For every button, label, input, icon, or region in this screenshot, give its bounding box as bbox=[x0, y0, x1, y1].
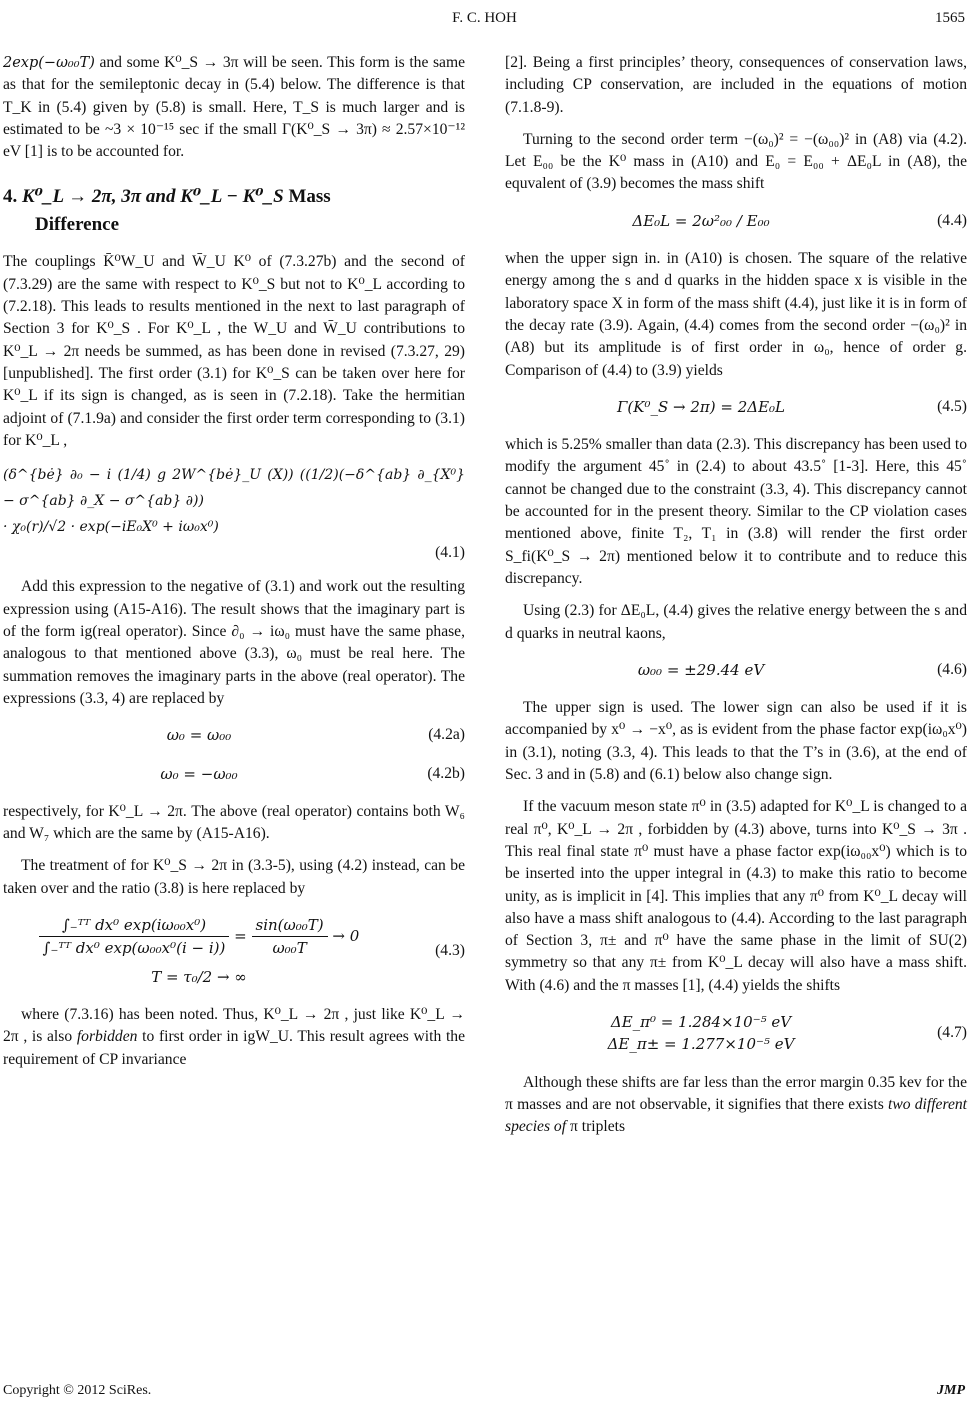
equation-4-4-expr: ΔE₀L = 2ω²₀₀ / E₀₀ bbox=[632, 211, 770, 230]
equation-4-5-expr: Γ(K⁰_S → 2π) = 2ΔE₀L bbox=[616, 397, 786, 416]
page-header bbox=[0, 6, 969, 34]
equation-4-1-number: (4.1) bbox=[435, 544, 465, 562]
equation-4-5 bbox=[505, 396, 967, 418]
equation-4-2a-expr: ω₀ = ω₀₀ bbox=[166, 726, 232, 745]
equation-4-7-pi0: ΔE_π⁰ = 1.284×10⁻⁵ eV bbox=[610, 1012, 792, 1031]
equation-4-3-sinc bbox=[252, 914, 328, 960]
equation-4-7-pipm: ΔE_π± = 1.277×10⁻⁵ eV bbox=[607, 1035, 795, 1054]
equation-4-2b-number: (4.2b) bbox=[427, 764, 465, 782]
journal-name: JMP bbox=[937, 1383, 965, 1398]
equation-4-4-number: (4.4) bbox=[937, 211, 967, 229]
section-title-mass: Mass bbox=[288, 186, 331, 208]
section-number: 4. bbox=[3, 186, 18, 208]
paragraph-relative-energy: Using (2.3) for ΔE₀L, (4.4) gives the relative energy between the s and d quarks in neutral kaons, bbox=[505, 602, 967, 642]
section-title-formula: K⁰_L → 2π, 3π and K⁰_L − K⁰_S bbox=[22, 186, 284, 208]
page-number: 1565 bbox=[935, 10, 965, 26]
intro-paragraph: 2exp(−ω₀₀T) and some K⁰_S → 3π will be seen. This form is the same as that for the semileptonic decay in (5.4) below. The difference is that T_K in (5.4) given by (5.8) is small. Here, T_S is much larger and is estimated to be ~3 × 10⁻¹⁵ sec if the small Γ(K⁰_S → 3π) ≈ 2.57×10⁻¹² eV [1] is to be accounted for. bbox=[3, 54, 465, 161]
equation-4-3-ratio bbox=[39, 914, 230, 960]
paragraph-lower-sign: The upper sign is used. The lower sign can also be used if it is accompanied by x⁰ → −x⁰, as is evident from the phase factor exp(iω₀x⁰) in (3.1), noting (3.3, 4). This leads to that the T’s in (3.6), at the end of Sec. 3 and in (5.8) and (6.1) below also change sign. bbox=[505, 699, 967, 784]
equation-4-1-line2: · χ₀(r)/√2 · exp(−iE₀X⁰ + iω₀x⁰) bbox=[3, 519, 219, 536]
right-column bbox=[505, 52, 967, 1148]
equation-4-2a bbox=[3, 724, 465, 746]
equation-4-3-omegaT: ω₀₀T bbox=[272, 939, 307, 958]
equation-4-3: $\frac{\text{∫₋ᵀᵀ dx⁰ exp(iω₀₀x⁰)}}{\text{∫₋ᵀᵀ dx⁰ exp(ω₀₀x⁰(i − i))}}$ = $\frac{\text{sin(ω₀₀T)}}{\text{ω₀₀T}}$ → 0 T = τ₀/2 → ∞ (4.3) bbox=[3, 914, 465, 988]
section-title-difference: Difference bbox=[35, 214, 120, 236]
paragraph-treatment: The treatment of for K⁰_S → 2π in (3.3-5), using (4.2) instead, can be taken over and the ratio (3.8) is here replaced by bbox=[3, 857, 465, 897]
paragraph-although: Although these shifts are far less than the error margin 0.35 kev for the π masses and are not observable, it signifies that there exists two different species of π triplets bbox=[505, 1073, 968, 1136]
equation-4-2a-number: (4.2a) bbox=[428, 726, 465, 744]
paragraph-upper-sign: when the upper sign in. in (A10) is chosen. The square of the relative energy among the s and d quarks in the hidden space x is visible in the laboratory space X in form of the mass shift (4.4), just like it is in form of the decay rate (3.9). Again, (4.4) comes from the second order −(ω₀)² in (A8) but its amplitude is of first order in ω₀, hence of order g. Comparison of (4.4) to (3.9) yields bbox=[505, 250, 967, 379]
equation-4-7-number: (4.7) bbox=[937, 1024, 967, 1042]
equation-4-3-denominator: ∫₋ᵀᵀ dx⁰ exp(ω₀₀x⁰(i − i)) bbox=[42, 939, 226, 958]
equation-4-6-expr: ω₀₀ = ±29.44 eV bbox=[637, 660, 765, 679]
paragraph-add-expression: Add this expression to the negative of (3.1) and work out the resulting expression using (A15-A16). The result shows that the imaginary part is of the form ig(real operator). Since ∂₀ → iω₀ must have the same phase, analogous to that mentioned above (3.3), ω₀ must be real here. The summation removes the imaginary parts in the above (real operator). The expressions (3.3, 4) are replaced by bbox=[3, 578, 465, 707]
equation-4-2b bbox=[3, 763, 465, 785]
equation-4-4 bbox=[505, 210, 967, 232]
emphasis-two-species: two different species of bbox=[505, 1095, 968, 1136]
equation-4-3-sin: sin(ω₀₀T) bbox=[252, 914, 328, 937]
equation-4-1-line1: (δ^{bė} ∂₀ − i (1/4) g 2W^{bė}_U (X)) ((1/2)(−δ^{ab} ∂_{X⁰} − σ^{ab} ∂_X − σ^{ab} ∂)) bbox=[3, 467, 465, 510]
emphasis-forbidden: forbidden bbox=[76, 1028, 138, 1046]
running-author: F. C. HOH bbox=[452, 10, 517, 26]
intro-text: and some K⁰_S → 3π will be seen. This form is the same as that for the semileptonic decay in (5.4) below. The difference is that T_K in (5.4) given by (5.8) is small. Here, T_S is much larger and is estimated to be ~3 × 10⁻¹⁵ sec if the small Γ(K⁰_S → 3π) ≈ 2.57×10⁻¹² eV [1] is to be accounted for. bbox=[3, 54, 465, 161]
paragraph-first-principles: [2]. Being a first principles’ theory, consequences of conservation laws, including CP conservation, are included in the equations of motion (7.1.8-9). bbox=[505, 54, 967, 116]
intro-formula: 2exp(−ω₀₀T bbox=[3, 55, 90, 71]
paragraph-discrepancy: which is 5.25% smaller than data (2.3). This discrepancy has been used to modify the argument 45˚ in (2.4) to about 43.5˚ [1-3]. Here, this 45˚ cannot be changed due to the constraint (3.3, 4). This discrepancy cannot be accounted for in the present theory. Similar to the CP violation cases mentioned above, finite T₂, T₁ in (3.8) will render the first order S_fi(K⁰_S → 2π) mentioned below it to contribute and to reduce this discrepancy. bbox=[505, 436, 967, 587]
equation-4-3-number: (4.3) bbox=[435, 941, 465, 959]
equation-4-7 bbox=[505, 1011, 967, 1056]
paragraph-vacuum-meson: If the vacuum meson state π⁰ in (3.5) adapted for K⁰_L is changed to a real π⁰, K⁰_L → 2π , forbidden by (4.3) above, turns into K⁰_S → 3π . This real final state π⁰ must have a phase factor exp(iω₀₀x⁰) which is to be inserted into the upper integral in (4.3) to make this ratio to become unity, as is implicit in [4]. This implies that any π⁰ from K⁰_L decay will also have a mass shift analogous to (4.4). According to the last paragraph of Section 3, π± and π⁰ have the same phase in the limit of SU(2) symmetry so that any π± from K⁰_L decay will also have a mass shift. With (4.6) and the π masses [1], (4.4) yields the shifts bbox=[505, 798, 967, 994]
equation-4-2b-expr: ω₀ = −ω₀₀ bbox=[160, 764, 238, 783]
paragraph-couplings: The couplings K̄⁰W_U and W̄_U K⁰ of (7.3.27b) and the second of (7.3.29) are the same with respect to K⁰_S but not to K⁰_L according to (7.2.18). This leads to results mentioned in the next to last paragraph of Section 3 for K⁰_S . For K⁰_L , the W_U and W̄_U contributions to K⁰_L → 2π needs be summed, as has been done in revised (7.3.27, 29) [unpublished]. The first order (3.1) for K⁰_S can be taken over here for K⁰_L if its sign is changed, as is seen in (7.2.18). Take the hermitian adjoint of (7.1.9a) and consider the first order term corresponding to (3.1) for K⁰_L , bbox=[3, 253, 465, 449]
paragraph-respectively: respectively, for K⁰_L → 2π. The above (real operator) contains both W₆ and W₇ which are the same by (A15-A16). bbox=[3, 802, 465, 843]
equation-4-5-number: (4.5) bbox=[937, 397, 967, 415]
equation-4-6 bbox=[505, 659, 967, 681]
equation-4-3-T-def: T = τ₀/2 → ∞ bbox=[151, 967, 247, 986]
paragraph-second-order: Turning to the second order term −(ω₀)² = −(ω₀₀)² in (A8) via (4.2). Let E₀₀ be the K⁰ mass in (A10) and E₀ = E₀₀ + ΔE₀L in (A8), the equvalent of (3.9) becomes the mass shift bbox=[505, 130, 967, 193]
copyright: Copyright © 2012 SciRes. bbox=[3, 1383, 152, 1398]
section-heading bbox=[3, 183, 465, 239]
equation-4-3-limit: → 0 bbox=[332, 926, 360, 945]
equation-4-3-numerator: ∫₋ᵀᵀ dx⁰ exp(iω₀₀x⁰) bbox=[39, 914, 230, 937]
equation-4-1 bbox=[3, 462, 465, 540]
equation-4-6-number: (4.6) bbox=[937, 660, 967, 678]
left-column bbox=[3, 52, 465, 1081]
paragraph-where: where (7.3.16) has been noted. Thus, K⁰_L → 2π , just like K⁰_L → 2π , is also forbidden to first order in igW_U. This result agrees with the requirement of CP invariance bbox=[3, 1005, 465, 1068]
